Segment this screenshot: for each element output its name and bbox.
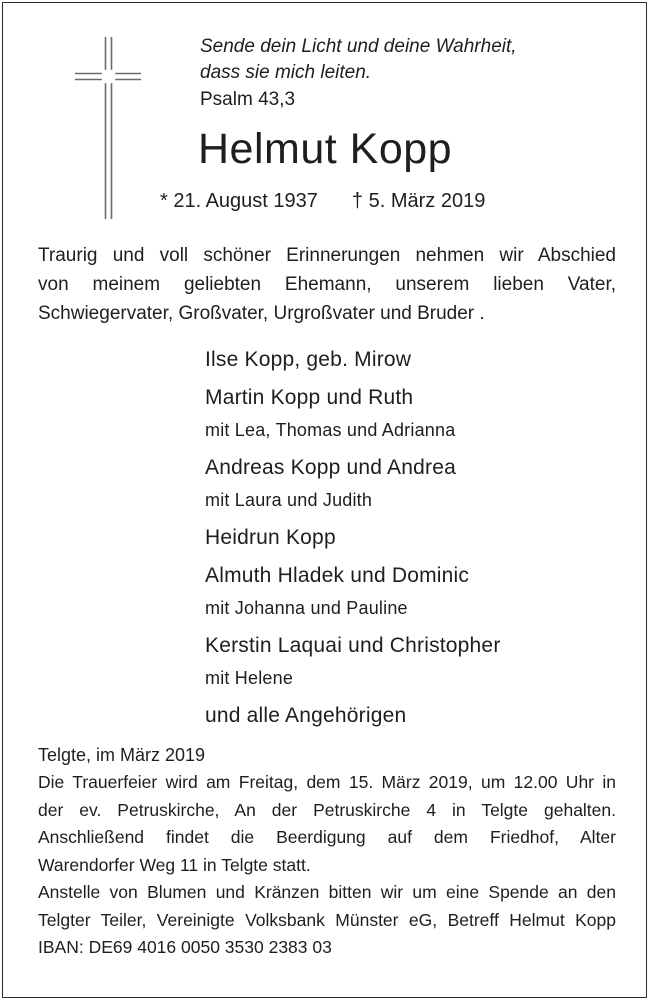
deceased-name: Helmut Kopp [198,125,453,173]
life-dates [160,188,485,214]
mourner-group [205,700,501,732]
iban-line: IBAN: DE69 4016 0050 3530 2383 03 [38,937,332,957]
mourner-name: Ilse Kopp, geb. Mirow [205,348,412,371]
donation-info-line: Anstelle von Blumen und Kränzen bitten wir um eine Spende an den [38,882,616,902]
quote-source: Psalm 43,3 [200,89,296,110]
mourner-group [205,522,501,554]
mourner-children: mit Johanna und Pauline [205,598,408,618]
quote-line-1: Sende dein Licht und deine Wahrheit, [200,36,517,57]
mourner-group [205,630,501,694]
funeral-info-line: der ev. Petruskirche, An der Petruskirche 4 in Telgte gehalten. [38,799,616,820]
announcement-line: Schwiegervater, Großvater, Urgroßvater und Bruder . [38,303,485,324]
announcement-line: von meinem geliebten Ehemann, unserem lieben Vater, [38,274,616,295]
mourner-group [205,344,501,376]
place-date-line: Telgte, im März 2019 [38,745,206,765]
mourner-name-all-relatives: und alle Angehörigen [205,704,407,727]
memorial-cross-icon [70,32,150,227]
funeral-info-line: Anschließend findet die Beerdigung auf dem Friedhof, Alter [38,827,616,847]
mourner-children: mit Helene [205,668,294,688]
mourner-name: Heidrun Kopp [205,526,336,549]
scripture-quote [200,34,517,113]
mourner-group [205,382,501,446]
birth-date: * 21. August 1937 [160,190,318,212]
death-date: † 5. März 2019 [351,190,486,212]
mourner-name: Kerstin Laquai und Christopher [205,634,501,657]
mourner-children: mit Laura und Judith [205,490,373,510]
mourner-children: mit Lea, Thomas und Adrianna [205,420,456,440]
funeral-info-paragraph [38,769,616,879]
quote-line-2: dass sie mich leiten. [200,62,372,83]
funeral-info-line: Die Trauerfeier wird am Freitag, dem 15. März 2019, um 12.00 Uhr in [38,772,616,792]
mourner-group [205,452,501,516]
mourners-list [205,344,501,732]
mourner-name: Andreas Kopp und Andrea [205,456,456,479]
announcement-line: Traurig und voll schöner Erinnerungen nehmen wir Abschied [38,245,616,266]
donation-info-line: Telgter Teiler, Vereinigte Volksbank Münster eG, Betreff Helmut Kopp [38,909,616,930]
donation-info-paragraph [38,879,616,962]
mourner-group [205,560,501,624]
announcement-paragraph [38,241,616,328]
funeral-info-line: Warendorfer Weg 11 in Telgte statt. [38,854,311,875]
mourner-name: Martin Kopp und Ruth [205,386,414,409]
mourner-name: Almuth Hladek und Dominic [205,564,470,587]
